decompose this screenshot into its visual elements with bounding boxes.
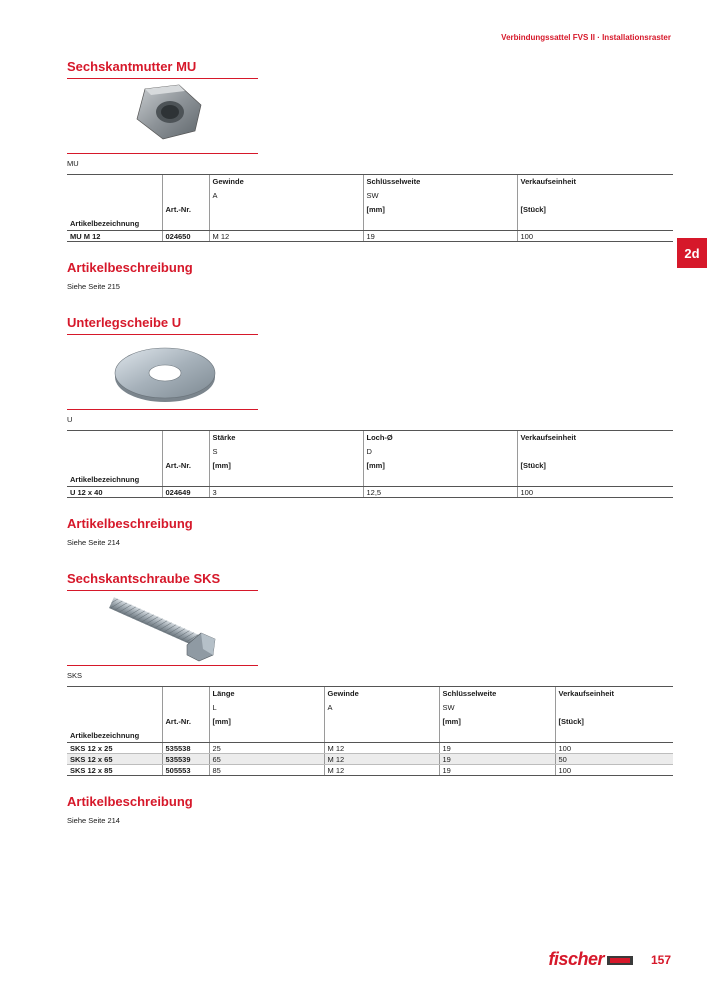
fischer-logo: fischer <box>548 949 604 969</box>
col-laenge: Länge <box>209 687 324 701</box>
image-divider <box>67 409 258 410</box>
product-table <box>67 686 673 776</box>
unit-mm: [mm] <box>209 715 324 729</box>
model-label: U <box>67 415 73 424</box>
section-title: Unterlegscheibe U <box>67 315 182 330</box>
col-schluesselweite: Schlüsselweite <box>439 687 555 701</box>
sym-l: L <box>209 701 324 715</box>
unit-mm: [mm] <box>363 203 517 217</box>
section-hex-bolt <box>67 571 673 825</box>
image-divider <box>67 665 258 666</box>
page-footer <box>548 949 671 970</box>
description-text: Siehe Seite 214 <box>67 816 120 825</box>
sym-s: S <box>209 445 363 459</box>
chapter-tab: 2d <box>677 238 707 268</box>
description-text: Siehe Seite 214 <box>67 538 120 547</box>
col-artikelbezeichnung: Artikelbezeichnung <box>67 473 162 487</box>
col-gewinde: Gewinde <box>209 175 363 189</box>
col-loch: Loch-Ø <box>363 431 517 445</box>
col-art-nr: Art.-Nr. <box>162 203 209 217</box>
model-label: MU <box>67 159 79 168</box>
unit-mm: [mm] <box>439 715 555 729</box>
sym-a: A <box>209 189 363 203</box>
hex-bolt-image <box>67 591 258 665</box>
sym-sw: SW <box>439 701 555 715</box>
col-verkaufseinheit: Verkaufseinheit <box>517 175 673 189</box>
col-verkaufseinheit: Verkaufseinheit <box>555 687 673 701</box>
image-divider <box>67 153 258 154</box>
product-table <box>67 430 673 498</box>
col-art-nr: Art.-Nr. <box>162 715 209 729</box>
sym-d: D <box>363 445 517 459</box>
model-label: SKS <box>67 671 83 680</box>
section-title: Sechskantschraube SKS <box>67 571 221 586</box>
section-hex-nut <box>67 59 673 291</box>
unit-mm: [mm] <box>363 459 517 473</box>
description-text: Siehe Seite 215 <box>67 282 120 291</box>
hex-nut-image <box>67 79 258 153</box>
col-gewinde: Gewinde <box>324 687 439 701</box>
page-number: 157 <box>650 952 671 967</box>
fischer-logo-icon <box>607 954 633 966</box>
unit-mm: [mm] <box>209 459 363 473</box>
table-row: SKS 12 x 85 505553 85 M 12 19 100 <box>67 765 673 776</box>
sym-sw: SW <box>363 189 517 203</box>
product-table <box>67 174 673 242</box>
washer-image <box>67 335 258 409</box>
unit-stueck: [Stück] <box>517 459 673 473</box>
col-schluesselweite: Schlüsselweite <box>363 175 517 189</box>
table-row: SKS 12 x 25 535538 25 M 12 19 100 <box>67 743 673 754</box>
col-art-nr: Art.-Nr. <box>162 459 209 473</box>
unit-stueck: [Stück] <box>555 715 673 729</box>
description-title: Artikelbeschreibung <box>67 794 193 809</box>
page-header-title: Verbindungssattel FVS II · Installationsraster <box>501 33 671 42</box>
sym-a: A <box>324 701 439 715</box>
col-artikelbezeichnung: Artikelbezeichnung <box>67 729 162 743</box>
table-row: SKS 12 x 65 535539 65 M 12 19 50 <box>67 754 673 765</box>
table-row: U 12 x 40 024649 3 12,5 100 <box>67 487 673 498</box>
section-title: Sechskantmutter MU <box>67 59 197 74</box>
section-washer <box>67 315 673 547</box>
col-verkaufseinheit: Verkaufseinheit <box>517 431 673 445</box>
description-title: Artikelbeschreibung <box>67 260 193 275</box>
col-artikelbezeichnung: Artikelbezeichnung <box>67 217 162 231</box>
description-title: Artikelbeschreibung <box>67 516 193 531</box>
unit-stueck: [Stück] <box>517 203 673 217</box>
col-staerke: Stärke <box>209 431 363 445</box>
table-row: MU M 12 024650 M 12 19 100 <box>67 231 673 242</box>
